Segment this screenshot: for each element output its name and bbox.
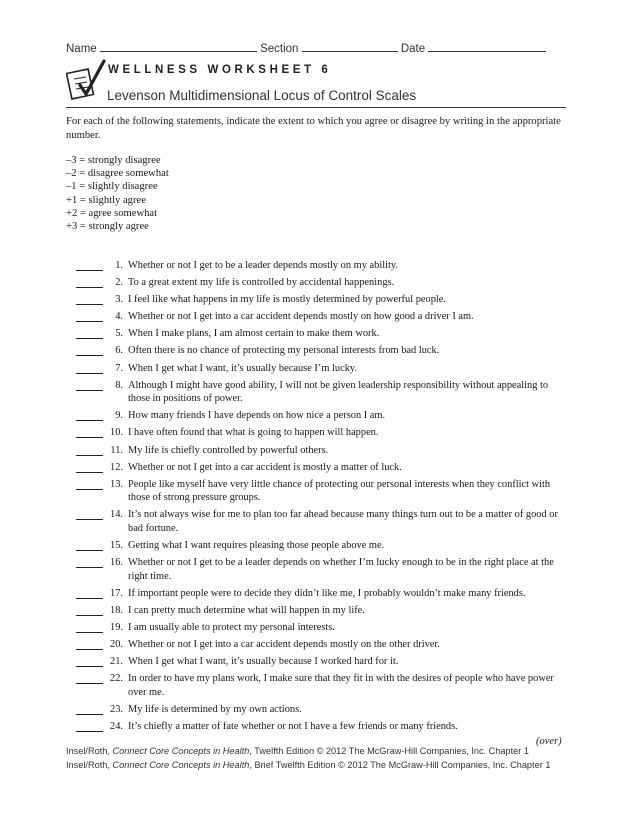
header-fields: [66, 41, 566, 55]
statement-row: [76, 409, 566, 423]
over-note: (over): [536, 736, 562, 747]
statement-row: [76, 539, 566, 553]
name-label: Name: [66, 43, 97, 55]
statement-number: 20.: [110, 639, 123, 651]
statement-row: [76, 426, 566, 440]
statement-row: [76, 344, 566, 358]
footer-line-2-suffix: , Brief Twelfth Edition © 2012 The McGraw-Hill Companies, Inc. Chapter 1: [249, 760, 551, 770]
statement-row: [76, 556, 566, 583]
statement-text: When I get what I want, it’s usually because I worked hard for it.: [128, 656, 399, 668]
statement-row: [76, 444, 566, 458]
date-label: Date: [400, 43, 426, 55]
statement-number: 7.: [115, 362, 123, 374]
answer-blank[interactable]: [76, 379, 103, 391]
statement-row: [76, 621, 566, 635]
answer-blank[interactable]: [76, 655, 103, 667]
header-divider: [66, 107, 566, 108]
statement-text: People like myself have very little chance of protecting our personal interests when they conflict with those of strong pressure groups.: [128, 478, 551, 504]
statement-text: I feel like what happens in my life is mostly determined by powerful people.: [128, 294, 446, 306]
statement-number: 17.: [110, 587, 123, 599]
statement-text: It’s not always wise for me to plan too far ahead because many things turn out to be a matter of good or bad fortune.: [128, 509, 558, 534]
statement-row: [76, 293, 566, 307]
statement-row: [76, 587, 566, 601]
worksheet-title: WELLNESS WORKSHEET 6: [108, 64, 332, 76]
answer-blank[interactable]: [76, 587, 103, 599]
answer-blank[interactable]: [76, 276, 103, 288]
statement-text: Whether or not I get into a car accident is mostly a matter of luck.: [128, 461, 402, 473]
statement-text: If important people were to decide they didn’t like me, I probably wouldn’t make many friends.: [128, 587, 526, 599]
statement-number: 19.: [110, 622, 123, 634]
answer-blank[interactable]: [76, 259, 103, 271]
statement-row: [76, 379, 566, 406]
statement-text: Often there is no chance of protecting my personal interests from bad luck.: [128, 345, 440, 357]
statement-text: I am usually able to protect my personal interests.: [128, 622, 335, 634]
statement-number: 10.: [110, 427, 123, 439]
statement-row: [76, 327, 566, 341]
scale-item: –1 = slightly disagree: [66, 181, 158, 193]
statement-number: 2.: [115, 277, 123, 289]
statement-row: [76, 672, 566, 699]
footer-line-1-title: Connect Core Concepts in Health: [112, 746, 250, 756]
statement-row: [76, 461, 566, 475]
footer-line-2-prefix: Insel/Roth,: [66, 760, 113, 770]
statement-row: [76, 720, 566, 734]
footer-line-1-prefix: Insel/Roth,: [66, 746, 113, 756]
answer-blank[interactable]: [76, 409, 103, 421]
answer-blank[interactable]: [76, 703, 103, 715]
statement-row: [76, 259, 566, 273]
date-field[interactable]: [428, 41, 546, 52]
statement-text: Whether or not I get into a car accident depends mostly on how good a driver I am.: [128, 311, 474, 323]
answer-blank[interactable]: [76, 293, 103, 305]
statement-row: [76, 655, 566, 669]
answer-blank[interactable]: [76, 508, 103, 520]
answer-blank[interactable]: [76, 556, 103, 568]
statement-text: Whether or not I get into a car accident depends mostly on the other driver.: [128, 639, 440, 651]
statement-text: It’s chiefly a matter of fate whether or not I have a few friends or many friends.: [128, 721, 458, 733]
statement-number: 21.: [110, 656, 123, 668]
statement-text: My life is determined by my own actions.: [128, 704, 302, 716]
statement-text: When I make plans, I am almost certain to make them work.: [128, 328, 380, 340]
statement-text: When I get what I want, it’s usually because I’m lucky.: [128, 362, 358, 374]
answer-blank[interactable]: [76, 362, 103, 374]
statement-number: 12.: [110, 461, 123, 473]
statement-number: 15.: [110, 540, 123, 552]
name-field[interactable]: [100, 41, 257, 52]
statement-row: [76, 638, 566, 652]
rating-scale: [66, 154, 169, 233]
answer-blank[interactable]: [76, 672, 103, 684]
worksheet-subtitle: Levenson Multidimensional Locus of Control Scales: [107, 88, 417, 103]
footer-line-1: [66, 746, 529, 756]
answer-blank[interactable]: [76, 539, 103, 551]
statement-number: 9.: [115, 410, 123, 422]
answer-blank[interactable]: [76, 621, 103, 633]
section-label: Section: [260, 43, 299, 55]
answer-blank[interactable]: [76, 310, 103, 322]
statement-row: [76, 310, 566, 324]
statement-number: 4.: [115, 311, 123, 323]
statement-number: 22.: [110, 673, 123, 685]
statement-text: How many friends I have depends on how nice a person I am.: [128, 410, 386, 422]
statement-number: 3.: [115, 294, 123, 306]
checklist-logo-icon: [66, 57, 108, 105]
statement-text: To a great extent my life is controlled by accidental happenings.: [128, 277, 395, 289]
statement-row: [76, 362, 566, 376]
statement-text: Getting what I want requires pleasing those people above me.: [128, 540, 385, 552]
answer-blank[interactable]: [76, 344, 103, 356]
answer-blank[interactable]: [76, 638, 103, 650]
statement-text: I can pretty much determine what will happen in my life.: [128, 604, 365, 616]
answer-blank[interactable]: [76, 444, 103, 456]
statement-number: 13.: [110, 478, 123, 490]
statement-text: Although I might have good ability, I will not be given leadership responsibility without appealing to those in positions of power.: [128, 379, 549, 405]
statement-list: [76, 259, 566, 737]
answer-blank[interactable]: [76, 426, 103, 438]
statement-row: [76, 508, 566, 535]
scale-item: +1 = slightly agree: [66, 194, 146, 206]
statement-number: 5.: [115, 328, 123, 340]
statement-row: [76, 276, 566, 290]
statement-number: 14.: [110, 509, 123, 521]
scale-item: –3 = strongly disagree: [66, 155, 161, 166]
statement-row: [76, 703, 566, 717]
statement-text: In order to have my plans work, I make sure that they fit in with the desires of people who have power over me.: [128, 673, 554, 698]
answer-blank[interactable]: [76, 478, 103, 490]
statement-number: 1.: [115, 260, 123, 271]
scale-item: +2 = agree somewhat: [66, 207, 158, 219]
statement-number: 8.: [115, 379, 123, 391]
statement-number: 24.: [110, 721, 123, 733]
footer-line-2-title: Connect Core Concepts in Health: [112, 760, 250, 770]
statement-row: [76, 478, 566, 505]
answer-blank[interactable]: [76, 327, 103, 339]
statement-number: 11.: [110, 444, 123, 456]
footer-line-2: [66, 760, 550, 770]
statement-number: 23.: [110, 704, 123, 716]
statement-text: Whether or not I get to be a leader depends on whether I’m lucky enough to be in the right place at the right time.: [128, 557, 554, 582]
statement-row: [76, 604, 566, 618]
statement-text: Whether or not I get to be a leader depends mostly on my ability.: [128, 260, 398, 271]
answer-blank[interactable]: [76, 604, 103, 616]
section-field[interactable]: [302, 41, 398, 52]
footer-line-1-suffix: , Twelfth Edition © 2012 The McGraw-Hill Companies, Inc. Chapter 1: [249, 746, 529, 756]
instructions: For each of the following statements, indicate the extent to which you agree or disagree by writing in the appropriate number.: [66, 116, 561, 141]
statement-number: 16.: [110, 557, 123, 569]
statement-number: 18.: [110, 604, 123, 616]
statement-text: I have often found that what is going to happen will happen.: [128, 427, 379, 439]
answer-blank[interactable]: [76, 461, 103, 473]
answer-blank[interactable]: [76, 720, 103, 732]
scale-item: –2 = disagree somewhat: [66, 168, 169, 180]
statement-number: 6.: [115, 345, 123, 357]
scale-item: +3 = strongly agree: [66, 221, 149, 233]
statement-text: My life is chiefly controlled by powerful others.: [128, 444, 329, 456]
